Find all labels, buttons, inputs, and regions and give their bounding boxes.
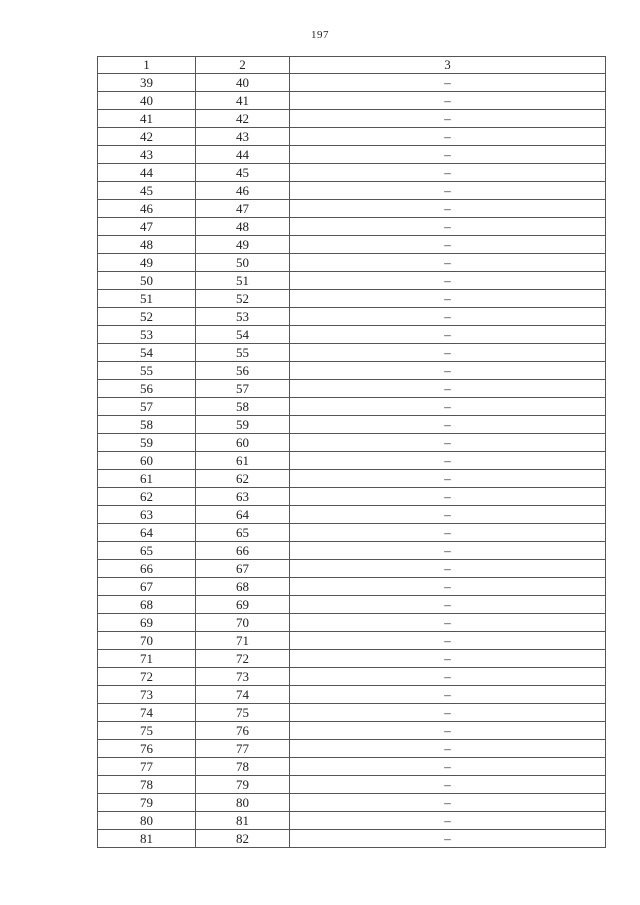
table-row	[98, 560, 606, 578]
table-row	[98, 830, 606, 848]
table-cell-col3: –	[290, 668, 606, 686]
table-cell-col1: 49	[98, 254, 196, 272]
table-cell-col1: 76	[98, 740, 196, 758]
table-cell-col2: 58	[196, 398, 290, 416]
table-row	[98, 290, 606, 308]
table-cell-col2: 71	[196, 632, 290, 650]
table-cell-col1: 55	[98, 362, 196, 380]
table-cell-col3: –	[290, 326, 606, 344]
table-row	[98, 758, 606, 776]
table-cell-col1: 58	[98, 416, 196, 434]
table-cell-col1: 69	[98, 614, 196, 632]
table-cell-col2: 73	[196, 668, 290, 686]
table-row	[98, 200, 606, 218]
table-row	[98, 92, 606, 110]
table-row	[98, 578, 606, 596]
table-cell-col3: –	[290, 794, 606, 812]
table-cell-col2: 54	[196, 326, 290, 344]
table-cell-col2: 49	[196, 236, 290, 254]
table-cell-col1: 79	[98, 794, 196, 812]
table-cell-col3: –	[290, 704, 606, 722]
table-row	[98, 128, 606, 146]
table-cell-col2: 63	[196, 488, 290, 506]
table-cell-col2: 72	[196, 650, 290, 668]
table-cell-col3: –	[290, 560, 606, 578]
table-cell-col3: –	[290, 92, 606, 110]
table-row	[98, 596, 606, 614]
table-row	[98, 704, 606, 722]
table-row	[98, 362, 606, 380]
table-cell-col3: –	[290, 506, 606, 524]
table-cell-col1: 46	[98, 200, 196, 218]
table-cell-col1: 73	[98, 686, 196, 704]
table-cell-col2: 53	[196, 308, 290, 326]
column-header-2: 2	[196, 57, 290, 74]
table-cell-col2: 66	[196, 542, 290, 560]
table-cell-col1: 40	[98, 92, 196, 110]
table-row	[98, 506, 606, 524]
table-row	[98, 452, 606, 470]
table-cell-col2: 43	[196, 128, 290, 146]
table-cell-col2: 56	[196, 362, 290, 380]
table-cell-col2: 65	[196, 524, 290, 542]
table-cell-col3: –	[290, 110, 606, 128]
table-cell-col1: 47	[98, 218, 196, 236]
table-cell-col3: –	[290, 290, 606, 308]
table-cell-col2: 64	[196, 506, 290, 524]
table-cell-col3: –	[290, 614, 606, 632]
table-cell-col2: 48	[196, 218, 290, 236]
table-cell-col2: 52	[196, 290, 290, 308]
table-cell-col3: –	[290, 722, 606, 740]
table-row	[98, 308, 606, 326]
table-cell-col2: 46	[196, 182, 290, 200]
table-cell-col1: 53	[98, 326, 196, 344]
table-cell-col2: 79	[196, 776, 290, 794]
table-row	[98, 182, 606, 200]
table-cell-col3: –	[290, 596, 606, 614]
table-cell-col1: 71	[98, 650, 196, 668]
table-cell-col2: 81	[196, 812, 290, 830]
table-cell-col3: –	[290, 362, 606, 380]
table-cell-col1: 67	[98, 578, 196, 596]
table-cell-col3: –	[290, 470, 606, 488]
table-cell-col2: 42	[196, 110, 290, 128]
table-cell-col1: 60	[98, 452, 196, 470]
table-row	[98, 632, 606, 650]
table-cell-col1: 66	[98, 560, 196, 578]
table-row	[98, 416, 606, 434]
table-row	[98, 434, 606, 452]
table-cell-col2: 68	[196, 578, 290, 596]
table-cell-col1: 65	[98, 542, 196, 560]
table-cell-col1: 39	[98, 74, 196, 92]
table-row	[98, 470, 606, 488]
table-cell-col3: –	[290, 758, 606, 776]
table-cell-col3: –	[290, 236, 606, 254]
table-cell-col1: 70	[98, 632, 196, 650]
table-cell-col2: 61	[196, 452, 290, 470]
table-cell-col3: –	[290, 146, 606, 164]
table-cell-col1: 52	[98, 308, 196, 326]
table-row	[98, 776, 606, 794]
table-row	[98, 254, 606, 272]
table-row	[98, 398, 606, 416]
page-number: 197	[311, 29, 329, 41]
table-cell-col2: 51	[196, 272, 290, 290]
table-row	[98, 686, 606, 704]
table-cell-col3: –	[290, 488, 606, 506]
table-cell-col1: 74	[98, 704, 196, 722]
table-cell-col3: –	[290, 740, 606, 758]
table-cell-col1: 61	[98, 470, 196, 488]
table-cell-col2: 62	[196, 470, 290, 488]
table-cell-col3: –	[290, 182, 606, 200]
table-cell-col2: 59	[196, 416, 290, 434]
table-cell-col1: 41	[98, 110, 196, 128]
table-cell-col2: 70	[196, 614, 290, 632]
table-cell-col1: 81	[98, 830, 196, 848]
table-cell-col3: –	[290, 452, 606, 470]
table-cell-col2: 40	[196, 74, 290, 92]
table-cell-col2: 67	[196, 560, 290, 578]
table-cell-col3: –	[290, 254, 606, 272]
table-row	[98, 650, 606, 668]
data-table	[97, 56, 606, 848]
table-cell-col2: 57	[196, 380, 290, 398]
table-cell-col3: –	[290, 632, 606, 650]
table-row	[98, 272, 606, 290]
table-row	[98, 164, 606, 182]
column-header-1: 1	[98, 57, 196, 74]
table-cell-col3: –	[290, 776, 606, 794]
table-row	[98, 614, 606, 632]
table-cell-col2: 76	[196, 722, 290, 740]
table-cell-col3: –	[290, 398, 606, 416]
table-cell-col2: 82	[196, 830, 290, 848]
table-row	[98, 218, 606, 236]
table-cell-col2: 41	[196, 92, 290, 110]
table-cell-col2: 55	[196, 344, 290, 362]
table-cell-col1: 72	[98, 668, 196, 686]
table-cell-col1: 59	[98, 434, 196, 452]
table-cell-col1: 75	[98, 722, 196, 740]
table-cell-col3: –	[290, 650, 606, 668]
table-row	[98, 344, 606, 362]
table-cell-col3: –	[290, 308, 606, 326]
table-cell-col1: 77	[98, 758, 196, 776]
table-row	[98, 812, 606, 830]
table-row	[98, 380, 606, 398]
table-cell-col3: –	[290, 578, 606, 596]
table-row	[98, 740, 606, 758]
table-cell-col1: 51	[98, 290, 196, 308]
table-cell-col3: –	[290, 200, 606, 218]
table-cell-col3: –	[290, 812, 606, 830]
table-cell-col3: –	[290, 416, 606, 434]
column-header-3: 3	[290, 57, 606, 74]
table-cell-col2: 69	[196, 596, 290, 614]
table-row	[98, 722, 606, 740]
table-cell-col3: –	[290, 128, 606, 146]
table-cell-col2: 45	[196, 164, 290, 182]
table-cell-col3: –	[290, 74, 606, 92]
table-row	[98, 326, 606, 344]
table-row	[98, 236, 606, 254]
table-cell-col2: 78	[196, 758, 290, 776]
table-cell-col3: –	[290, 218, 606, 236]
table-row	[98, 488, 606, 506]
table-cell-col3: –	[290, 434, 606, 452]
table-cell-col1: 63	[98, 506, 196, 524]
table-cell-col1: 43	[98, 146, 196, 164]
table-cell-col1: 45	[98, 182, 196, 200]
table-row	[98, 542, 606, 560]
table-cell-col1: 62	[98, 488, 196, 506]
table-cell-col2: 77	[196, 740, 290, 758]
table-cell-col3: –	[290, 542, 606, 560]
table-cell-col3: –	[290, 272, 606, 290]
table-cell-col2: 50	[196, 254, 290, 272]
table-cell-col3: –	[290, 164, 606, 182]
table-cell-col1: 68	[98, 596, 196, 614]
table-cell-col3: –	[290, 830, 606, 848]
table-row	[98, 74, 606, 92]
header-row	[98, 57, 606, 74]
table-row	[98, 110, 606, 128]
table-cell-col3: –	[290, 380, 606, 398]
table-cell-col1: 48	[98, 236, 196, 254]
table-cell-col1: 78	[98, 776, 196, 794]
table-cell-col1: 54	[98, 344, 196, 362]
table-header	[98, 57, 606, 74]
table-cell-col1: 57	[98, 398, 196, 416]
table-cell-col1: 50	[98, 272, 196, 290]
table-cell-col1: 44	[98, 164, 196, 182]
table-cell-col2: 60	[196, 434, 290, 452]
table-cell-col2: 80	[196, 794, 290, 812]
table-cell-col1: 80	[98, 812, 196, 830]
table-cell-col2: 74	[196, 686, 290, 704]
table-cell-col3: –	[290, 524, 606, 542]
table-cell-col3: –	[290, 344, 606, 362]
table-row	[98, 524, 606, 542]
table-row	[98, 146, 606, 164]
table-row	[98, 668, 606, 686]
table-cell-col1: 56	[98, 380, 196, 398]
table-cell-col2: 75	[196, 704, 290, 722]
table-cell-col2: 47	[196, 200, 290, 218]
table-cell-col1: 64	[98, 524, 196, 542]
table-cell-col3: –	[290, 686, 606, 704]
table-cell-col2: 44	[196, 146, 290, 164]
table-cell-col1: 42	[98, 128, 196, 146]
table-row	[98, 794, 606, 812]
table-body	[98, 74, 606, 848]
